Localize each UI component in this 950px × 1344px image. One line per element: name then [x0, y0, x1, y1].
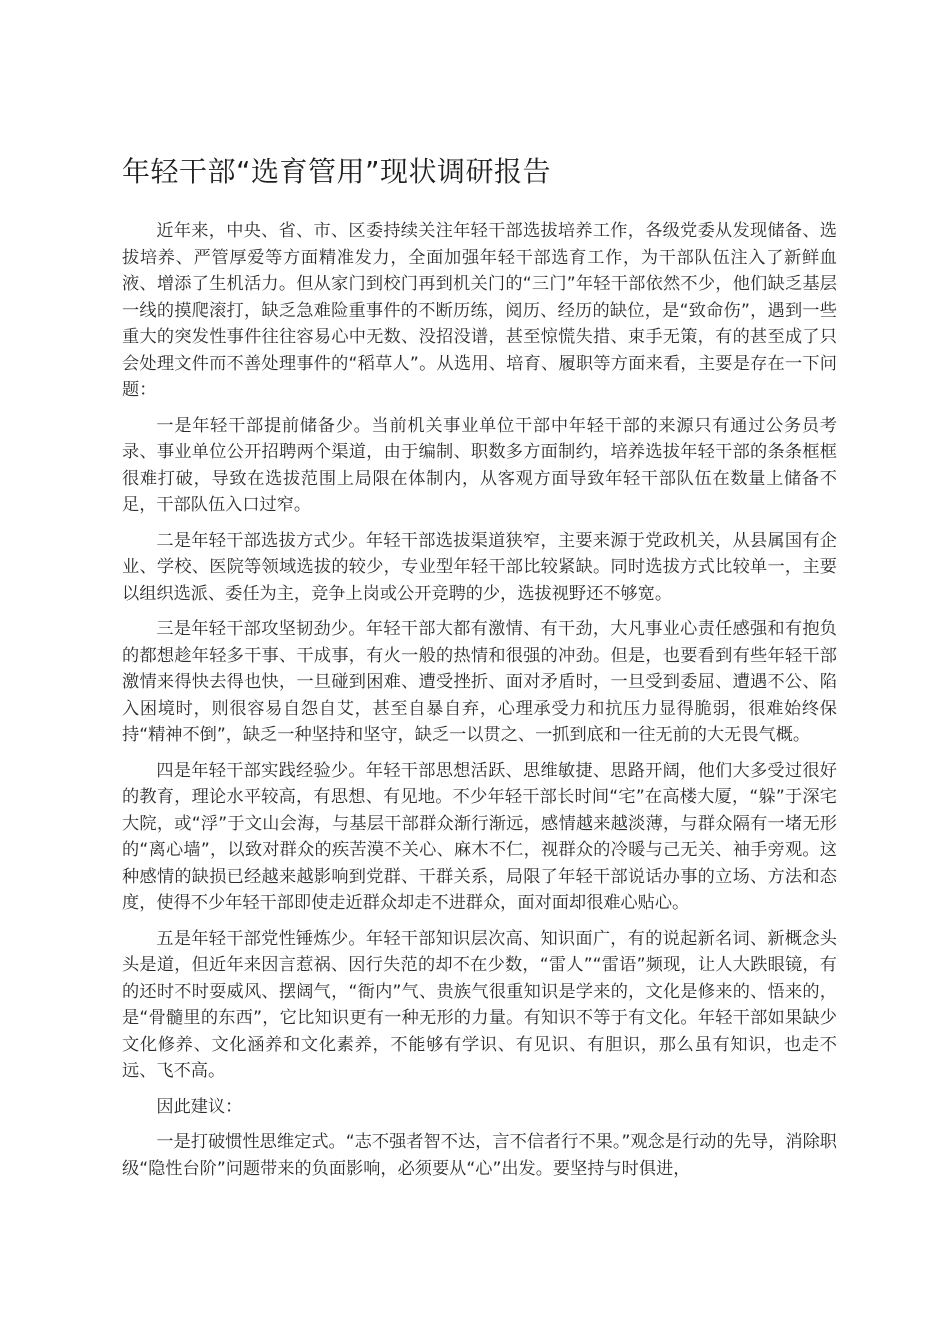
paragraph-reserve: 一是年轻干部提前储备少。当前机关事业单位干部中年轻干部的来源只有通过公务员考录、事业单位公开招聘两个渠道，由于编制、职数多方面制约，培养选拔年轻干部的条条框框很难打破，导致在选拔范围上局限在体制内，从客观方面导致年轻干部队伍在数量上储备不足，干部队伍入口过窄。 — [122, 415, 837, 515]
paragraph-resilience: 三是年轻干部攻坚韧劲少。年轻干部大都有激情、有干劲，大凡事业心责任感强和有抱负的都想趁年轻多干事、干成事，有火一般的热情和很强的冲劲。但是，也要看到有些年轻干部激情来得快去得也快，一旦碰到困难、遭受挫折、面对矛盾时，一旦受到委屈、遭遇不公、陷入困境时，则很容易自怨自艾，甚至自暴自弃，心理承受力和抗压力显得脆弱，很难始终保持“精神不倒”，缺乏一种坚持和坚守，缺乏一以贯之、一抓到底和一往无前的大无畏气概。 — [122, 619, 837, 745]
paragraph-suggestion-heading: 因此建议： — [156, 1096, 243, 1117]
paragraph-party-spirit: 五是年轻干部党性锤炼少。年轻干部知识层次高、知识面广，有的说起新名词、新概念头头是道，但近年来因言惹祸、因行失范的却不在少数，“雷人”“雷语”频现，让人大跌眼镜，有的还时不时耍威风、摆阔气，“衙内”气、贵族气很重知识是学来的，文化是修来的、悟来的，是“骨髓里的东西”，它比知识更有一种无形的力量。有知识不等于有文化。年轻干部如果缺少文化修养、文化涵养和文化素养，不能够有学识、有见识、有胆识，那么虽有知识，也走不远、飞不高。 — [122, 928, 837, 1081]
paragraph-selection: 二是年轻干部选拔方式少。年轻干部选拔渠道狭窄，主要来源于党政机关，从县属国有企业、学校、医院等领域选拔的较少，专业型年轻干部比较紧缺。同时选拔方式比较单一，主要以组织选派、委任为主，竞争上岗或公开竞聘的少，选拔视野还不够宽。 — [122, 530, 837, 604]
paragraph-experience: 四是年轻干部实践经验少。年轻干部思想活跃、思维敏捷、思路开阔，他们大多受过很好的教育，理论水平较高，有思想、有见地。不少年轻干部长时间“宅”在高楼大厦，“躲”于深宅大院，或“浮”于文山会海，与基层干部群众渐行渐远，感情越来越淡薄，与群众隔有一堵无形的“离心墙”，以致对群众的疾苦漠不关心、麻木不仁，视群众的冷暖与己无关、袖手旁观。这种感情的缺损已经越来越影响到党群、干群关系，局限了年轻干部说话办事的立场、方法和态度，使得不少年轻干部即使走近群众却走不进群众，面对面却很难心贴心。 — [122, 760, 837, 913]
paragraph-intro: 近年来，中央、省、市、区委持续关注年轻干部选拔培养工作，各级党委从发现储备、选拔培养、严管厚爱等方面精准发力，全面加强年轻干部选育工作，为干部队伍注入了新鲜血液、增添了生机活力。但从家门到校门再到机关门的“三门”年轻干部依然不少，他们缺乏基层一线的摸爬滚打，缺乏急难险重事件的不断历练，阅历、经历的缺位，是“致命伤”，遇到一些重大的突发性事件往往容易心中无数、没招没谱，甚至惊慌失措、束手无策，有的甚至成了只会处理文件而不善处理事件的“稻草人”。从选用、培育、履职等方面来看，主要是存在一下问题： — [122, 221, 837, 400]
document-title: 年轻干部“选育管用”现状调研报告 — [122, 155, 552, 188]
document-body — [122, 150, 837, 1191]
paragraph-suggestion-one: 一是打破惯性思维定式。“志不强者智不达，言不信者行不果。”观念是行动的先导，消除职级“隐性台阶”问题带来的负面影响，必须要从“心”出发。要坚持与时俱进， — [122, 1132, 837, 1179]
